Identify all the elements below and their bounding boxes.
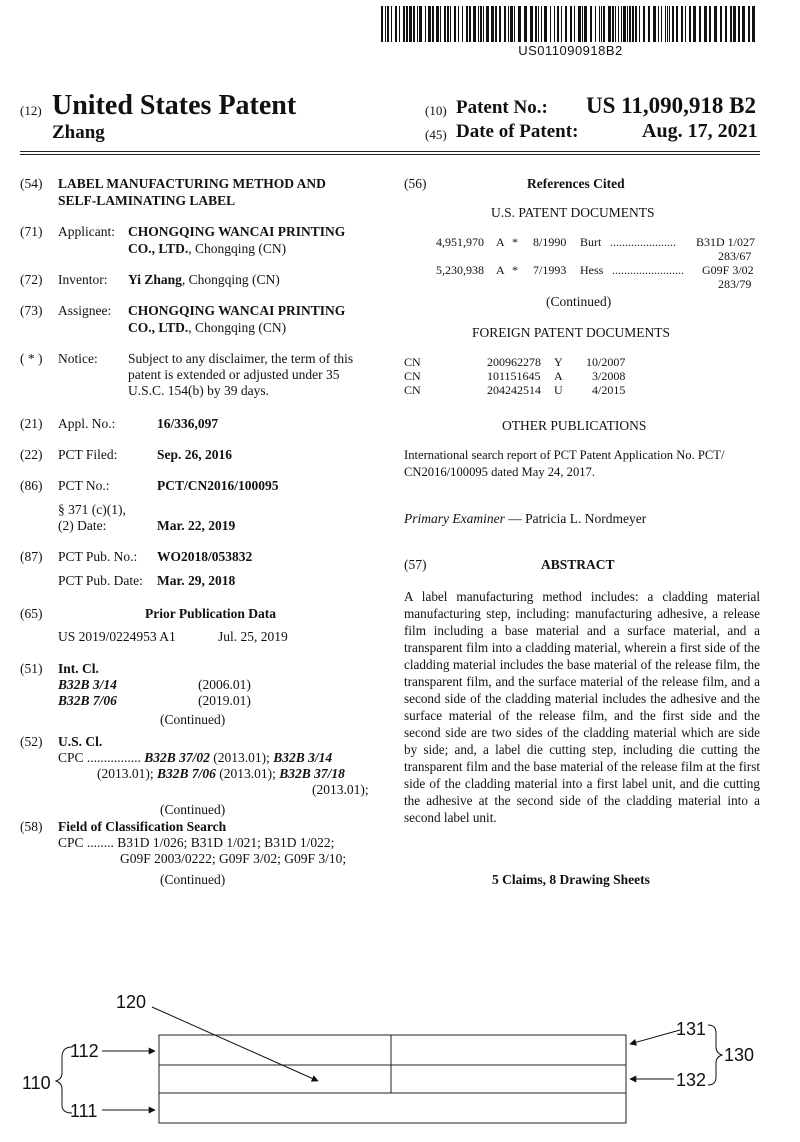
label-130: 130 [724, 1045, 755, 1065]
ref-class: B31D 1/027 [696, 235, 756, 249]
foreign-kind: Y [554, 355, 563, 369]
label-120: 120 [116, 992, 147, 1012]
uscl-line-1 [58, 750, 332, 766]
label-110: 110 [22, 1073, 51, 1093]
leader-120 [152, 1007, 318, 1081]
leader-131 [630, 1030, 680, 1044]
pct-number: PCT/CN2016/100095 [157, 478, 279, 493]
barcode-bar [714, 6, 717, 42]
examiner-line [404, 511, 646, 527]
ref-star: * [512, 235, 518, 249]
barcode-bar [699, 6, 701, 42]
barcode-bar [720, 6, 722, 42]
code-73: (73) [20, 303, 43, 318]
barcode-bar [648, 6, 650, 42]
prior-number: US 2019/0224953 A1 [58, 629, 176, 644]
brace-130 [708, 1025, 722, 1085]
assignee-location: , Chongqing (CN) [188, 320, 287, 335]
barcode-bar [436, 6, 439, 42]
ref-name: Hess [580, 263, 604, 277]
intcl-class-1: B32B 3/14 [58, 677, 117, 692]
foreign-kind: U [554, 383, 563, 397]
code-51: (51) [20, 661, 43, 676]
barcode-bar [672, 6, 674, 42]
barcode-bar [574, 6, 575, 42]
foreign-docs-heading: FOREIGN PATENT DOCUMENTS [472, 325, 671, 340]
barcode-bar [524, 6, 527, 42]
barcode-bar [603, 6, 605, 42]
barcode-bar [725, 6, 727, 42]
appl-number: 16/336,097 [157, 416, 219, 431]
barcode-bar [473, 6, 476, 42]
ref-subclass: 283/67 [718, 249, 752, 263]
ref-number: 5,230,938 [436, 263, 484, 277]
applicant-location: , Chongqing (CN) [188, 241, 287, 256]
code-22: (22) [20, 447, 43, 462]
barcode-bar [385, 6, 386, 42]
barcode-bar [387, 6, 389, 42]
barcode-bar [595, 6, 596, 42]
ref-dots: ........................ [612, 263, 684, 277]
field-line-1: CPC ........ B31D 1/026; B31D 1/021; B31D 1/022; [58, 835, 335, 850]
code-10: (10) [425, 103, 447, 118]
applicant-name-2-line [128, 241, 286, 257]
inventor-short: Zhang [52, 122, 105, 143]
laminate-outline [159, 1035, 626, 1123]
code-71: (71) [20, 224, 43, 239]
intcl-date-1: (2006.01) [198, 677, 251, 692]
assignee-label: Assignee: [58, 303, 112, 318]
references-heading: References Cited [527, 176, 625, 191]
assignee-name-2-line [128, 320, 286, 336]
barcode-bar [518, 6, 521, 42]
ref-class: G09F 3/02 [702, 263, 754, 277]
barcode-bar [639, 6, 640, 42]
ref-date: 7/1993 [533, 263, 567, 277]
pct-pub-label: PCT Pub. No.: [58, 549, 138, 564]
barcode-bar [432, 6, 434, 42]
foreign-country: CN [404, 383, 421, 397]
field-continued: (Continued) [160, 872, 226, 887]
barcode-bar [565, 6, 567, 42]
barcode-bar [752, 6, 755, 42]
code-notice: ( * ) [20, 351, 43, 366]
uscl-text-3: (2013.01); [215, 766, 280, 781]
ref-number: 4,951,970 [436, 235, 484, 249]
barcode-bar [612, 6, 614, 42]
barcode-bar [486, 6, 489, 42]
barcode-bar [403, 6, 405, 42]
barcode-bar [709, 6, 711, 42]
pct-filed-date: Sep. 26, 2016 [157, 447, 233, 462]
barcode-bar [742, 6, 745, 42]
intcl-class-2: B32B 7/06 [58, 693, 117, 708]
barcode-bar [462, 6, 463, 42]
doc-type: United States Patent [52, 90, 297, 121]
barcode-bar [665, 6, 666, 42]
foreign-country: CN [404, 355, 421, 369]
barcode-bar [635, 6, 637, 42]
uscl-class-4: B32B 37/18 [279, 766, 345, 781]
barcode-bar [409, 6, 412, 42]
intcl-label: Int. Cl. [58, 661, 99, 676]
label-112: 112 [70, 1041, 99, 1061]
foreign-date: 10/2007 [586, 355, 626, 369]
barcode-bar [550, 6, 551, 42]
notice-line-3: U.S.C. 154(b) by 39 days. [128, 383, 269, 398]
inventor-location: , Chongqing (CN) [181, 272, 280, 287]
barcode-bar [658, 6, 659, 42]
foreign-number: 204242514 [487, 383, 541, 397]
barcode-bar [693, 6, 696, 42]
barcode-bar [730, 6, 732, 42]
field-label: Field of Classification Search [58, 819, 227, 834]
uscl-class-1: B32B 37/02 [144, 750, 210, 765]
barcode-bar [447, 6, 449, 42]
notice-line-2: patent is extended or adjusted under 35 [128, 367, 340, 382]
foreign-number: 101151645 [487, 369, 541, 383]
code-45: (45) [425, 127, 447, 142]
date-label: Date of Patent: [456, 121, 579, 142]
foreign-date: 4/2015 [592, 383, 626, 397]
barcode-bar [627, 6, 628, 42]
appl-label: Appl. No.: [58, 416, 116, 431]
patent-date: Aug. 17, 2021 [642, 120, 758, 142]
barcode-bar [653, 6, 656, 42]
barcode-bar [504, 6, 506, 42]
abstract-heading: ABSTRACT [541, 557, 615, 572]
uscl-label: U.S. Cl. [58, 734, 103, 749]
ref-dots: ...................... [610, 235, 676, 249]
header-divider [20, 151, 760, 152]
barcode-bar [510, 6, 513, 42]
barcode-bar [514, 6, 515, 42]
barcode-bar [554, 6, 555, 42]
examiner-label: Primary Examiner [404, 511, 505, 526]
assignee-name-2: CO., LTD. [128, 320, 189, 335]
barcode-bar [538, 6, 539, 42]
ref-star: * [512, 263, 518, 277]
barcode-bar [582, 6, 583, 42]
uscl-cpc: CPC ................ [58, 750, 141, 765]
label-111: 111 [70, 1101, 98, 1121]
other-pub-line-1: International search report of PCT Patent Application No. PCT/ [404, 448, 725, 462]
barcode-bar [491, 6, 494, 42]
barcode-bar [535, 6, 537, 42]
applicant-name-2: CO., LTD. [128, 241, 189, 256]
barcode-bar [608, 6, 611, 42]
code-65: (65) [20, 606, 43, 621]
ref-name: Burt [580, 235, 602, 249]
barcode-bar [643, 6, 645, 42]
barcode-bar [629, 6, 631, 42]
uscl-text-2: (2013.01); [97, 766, 157, 781]
code-54: (54) [20, 176, 43, 191]
barcode-bar [541, 6, 542, 42]
barcode-bar [440, 6, 441, 42]
uscl-text-1: (2013.01); [209, 750, 274, 765]
us-docs-heading: U.S. PATENT DOCUMENTS [491, 205, 655, 220]
barcode-bar [623, 6, 626, 42]
barcode-bar [584, 6, 587, 42]
barcode-bar [685, 6, 686, 42]
barcode-bar [469, 6, 471, 42]
barcode-bar [621, 6, 622, 42]
barcode-bar [748, 6, 750, 42]
code-52: (52) [20, 734, 43, 749]
code-87: (87) [20, 549, 43, 564]
other-pub-line-2: CN2016/100095 dated May 24, 2017. [404, 465, 595, 479]
barcode-bar [681, 6, 683, 42]
barcode-bar [557, 6, 559, 42]
barcode-bar [689, 6, 691, 42]
ref-date: 8/1990 [533, 235, 567, 249]
inventor-label: Inventor: [58, 272, 108, 287]
notice-label: Notice: [58, 351, 98, 366]
other-pubs-heading: OTHER PUBLICATIONS [502, 418, 647, 433]
patent-no-label: Patent No.: [456, 97, 548, 118]
code-58: (58) [20, 819, 43, 834]
barcode-bar [499, 6, 501, 42]
barcode-bar [466, 6, 468, 42]
barcode-bar [561, 6, 562, 42]
code-21: (21) [20, 416, 43, 431]
barcode-bar [578, 6, 581, 42]
foreign-number: 200962278 [487, 355, 541, 369]
patent-number: US 11,090,918 B2 [586, 93, 756, 118]
barcode-bar [425, 6, 426, 42]
code-56: (56) [404, 176, 427, 191]
uscl-continued: (Continued) [160, 802, 226, 817]
foreign-kind: A [554, 369, 563, 383]
foreign-country: CN [404, 369, 421, 383]
code-86: (86) [20, 478, 43, 493]
barcode-bar [444, 6, 446, 42]
barcode-bar [454, 6, 456, 42]
s371-line-2: (2) Date: [58, 518, 107, 533]
uscl-class-2: B32B 3/14 [273, 750, 333, 765]
barcode-bar [419, 6, 422, 42]
barcode-bar [590, 6, 592, 42]
barcode-bar [676, 6, 678, 42]
barcode-bar [483, 6, 484, 42]
abstract-text: A label manufacturing method includes: a cladding material manufacturing step, including: manufacturing adhesive, a release film including a base material and a surface material, and a transparent film into a cladding material, wherein a first side of the cladding material includes the base material of the release film, the transparent film, and the surface material of the release film, and a second side of the cladding material includes the adhesive and the surface material of the release film, and the first side and the second side are two sides of the cladding material which are side by side; and, a label die cutting step, including die cutting the transparent film and the base material of the release film at the first side of the cladding material into a first label unit, and die cutting the adhesive at the second side of the cladding material into a second label unit. [404, 589, 760, 825]
representative-figure [0, 985, 800, 1135]
barcode-bar [413, 6, 415, 42]
ref-kind: A [496, 263, 505, 277]
barcode-bar [733, 6, 736, 42]
pct-filed-label: PCT Filed: [58, 447, 118, 462]
barcode-bar [661, 6, 662, 42]
barcode-bar [395, 6, 397, 42]
notice-line-1: Subject to any disclaimer, the term of this [128, 351, 354, 366]
barcode-bar [450, 6, 451, 42]
barcode-bar [667, 6, 668, 42]
examiner-dash: — [504, 511, 526, 526]
uscl-line-3: (2013.01); [312, 782, 369, 797]
s371-line-1: § 371 (c)(1), [58, 502, 126, 517]
s371-date: Mar. 22, 2019 [157, 518, 236, 533]
refs-continued: (Continued) [546, 294, 612, 309]
barcode-bar [669, 6, 670, 42]
title-line-1: LABEL MANUFACTURING METHOD AND [58, 176, 326, 191]
barcode-bar [508, 6, 509, 42]
barcode-bar [601, 6, 602, 42]
barcode-bar [544, 6, 547, 42]
barcode-bar [478, 6, 479, 42]
pct-pub-date: Mar. 29, 2018 [157, 573, 236, 588]
barcode-bar [399, 6, 400, 42]
intcl-date-2: (2019.01) [198, 693, 251, 708]
ref-subclass: 283/79 [718, 277, 752, 291]
code-12: (12) [20, 103, 42, 118]
uscl-class-3: B32B 7/06 [157, 766, 216, 781]
label-132: 132 [676, 1070, 707, 1090]
pct-pub-date-label: PCT Pub. Date: [58, 573, 143, 588]
prior-heading: Prior Publication Data [145, 606, 276, 621]
title-line-2: SELF-LAMINATING LABEL [58, 193, 236, 208]
inventor-line [128, 272, 280, 288]
barcode-bar [406, 6, 408, 42]
uscl-line-2 [97, 766, 345, 782]
prior-date: Jul. 25, 2019 [218, 629, 288, 644]
code-57: (57) [404, 557, 427, 572]
intcl-continued: (Continued) [160, 712, 226, 727]
barcode-bar [704, 6, 707, 42]
barcode-bar [495, 6, 497, 42]
ref-kind: A [496, 235, 505, 249]
applicant-name-1: CHONGQING WANCAI PRINTING [128, 224, 346, 239]
applicant-label: Applicant: [58, 224, 115, 239]
barcode-bar [480, 6, 482, 42]
barcode-bar [738, 6, 740, 42]
label-131: 131 [676, 1019, 707, 1039]
claims-summary: 5 Claims, 8 Drawing Sheets [492, 872, 650, 887]
barcode-bar [615, 6, 616, 42]
barcode-number: US011090918B2 [518, 43, 623, 58]
barcode-bar [570, 6, 572, 42]
header-divider-2 [20, 154, 760, 155]
barcode-bar [417, 6, 418, 42]
barcode-bar [381, 6, 383, 42]
examiner-name: Patricia L. Nordmeyer [525, 511, 647, 526]
barcode-bar [391, 6, 392, 42]
barcode [381, 6, 760, 42]
barcode-bar [458, 6, 459, 42]
pct-pub-number: WO2018/053832 [157, 549, 253, 564]
field-line-2: G09F 2003/0222; G09F 3/02; G09F 3/10; [120, 851, 347, 866]
pct-no-label: PCT No.: [58, 478, 110, 493]
inventor-name: Yi Zhang [128, 272, 182, 287]
barcode-bar [632, 6, 634, 42]
barcode-bar [599, 6, 600, 42]
assignee-name-1: CHONGQING WANCAI PRINTING [128, 303, 346, 318]
barcode-bar [618, 6, 619, 42]
foreign-date: 3/2008 [592, 369, 626, 383]
code-72: (72) [20, 272, 43, 287]
barcode-bar [428, 6, 431, 42]
barcode-bar [530, 6, 533, 42]
